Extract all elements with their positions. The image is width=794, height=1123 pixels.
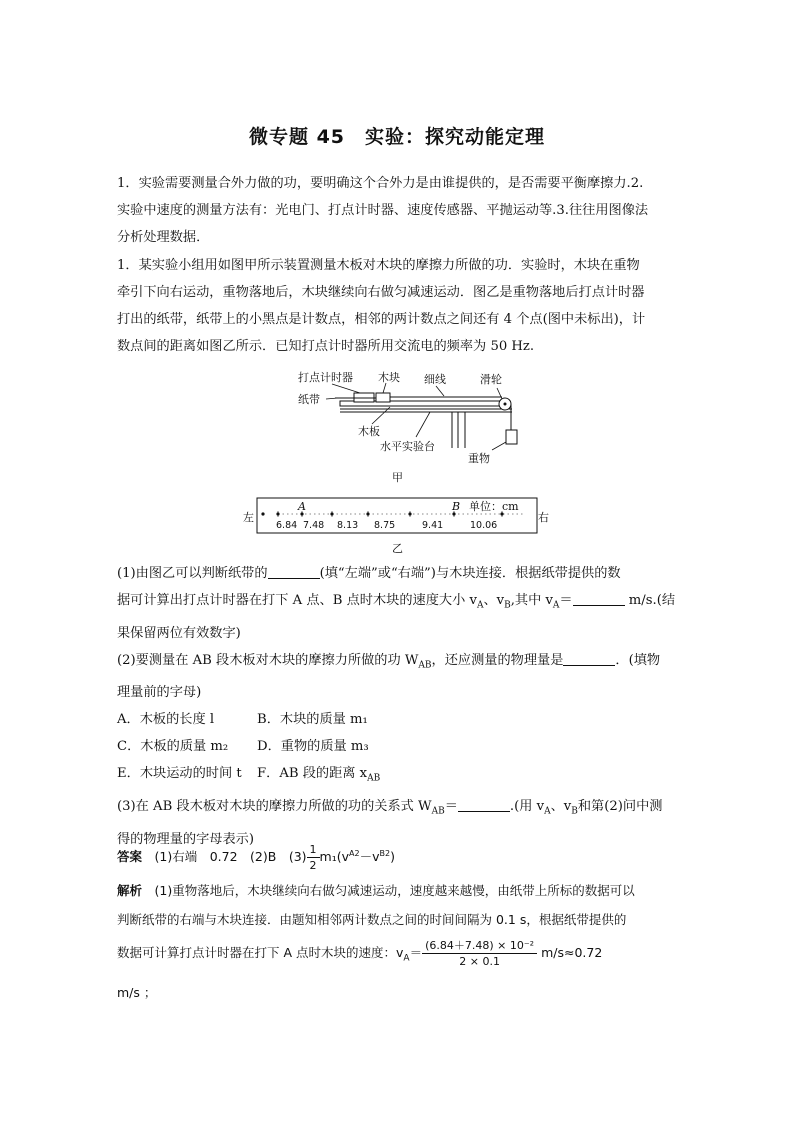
q3-text: 和第(2)问中测	[577, 798, 663, 814]
fraction-denominator: 2 × 0.1	[459, 955, 500, 968]
option-b: B．木块的质量 m₁	[257, 712, 368, 728]
q1-text: ＝	[559, 593, 573, 608]
option-row	[117, 733, 682, 760]
label-right: 右	[538, 511, 549, 524]
q1-text: m/s.(结	[624, 593, 676, 608]
experiment-figure	[240, 368, 560, 558]
weight-shape	[506, 430, 517, 444]
analysis-line	[117, 938, 682, 974]
velocity-fraction	[422, 938, 537, 969]
analysis-line: m/s ；	[117, 984, 157, 1000]
leader-line	[436, 386, 444, 396]
problem-line: 数点间的距离如图乙所示．已知打点计时器所用交流电的频率为 50 Hz.	[117, 339, 535, 354]
superscript: B2	[379, 849, 391, 858]
page-title: 微专题 45 实验：探究动能定理	[248, 126, 546, 148]
distance-label: 8.13	[337, 520, 359, 531]
leader-line	[383, 383, 386, 393]
label-string: 细线	[424, 373, 446, 386]
q1-text: (1)由图乙可以判断纸带的	[117, 566, 268, 581]
q1-text: (填“左端”或“右端”)与木块连接．根据纸带提供的数	[319, 566, 621, 581]
block-shape	[376, 393, 390, 402]
intro-line: 1．实验需要测量合外力做的功，要明确这个合外力是由谁提供的，是否需要平衡摩擦力.2.	[117, 176, 644, 191]
label-table: 水平实验台	[380, 440, 435, 453]
caption-jia: 甲	[392, 471, 403, 484]
q2-text: ．(填物	[615, 652, 661, 668]
point-a-label: A	[298, 500, 306, 513]
label-weight: 重物	[468, 452, 490, 465]
label-tape: 纸带	[298, 393, 320, 406]
q2-text: (2)要测量在 AB 段木板对木块的摩擦力所做的功 W	[117, 652, 419, 668]
point-b-label: B	[452, 500, 461, 513]
label-timer: 打点计时器	[298, 371, 353, 384]
apparatus-diagram	[240, 368, 560, 558]
leader-line	[492, 442, 506, 450]
q3-text: 、v	[550, 798, 572, 814]
distance-label: 7.48	[303, 520, 325, 531]
option-e: E．木块运动的时间 t	[117, 766, 242, 782]
option-d: D．重物的质量 m₃	[257, 739, 369, 755]
analysis-line	[117, 876, 682, 905]
unit-label: 单位：cm	[469, 500, 519, 513]
subscript: B	[504, 600, 511, 611]
answer-text: －v	[359, 849, 380, 865]
problem-stem	[117, 252, 682, 360]
subscript: AB	[367, 773, 381, 784]
question-2-line: 理量前的字母)	[117, 685, 202, 701]
fraction-denominator: 2	[309, 859, 317, 873]
subscript: AB	[431, 806, 445, 817]
superscript: A2	[349, 849, 360, 858]
question-1-line	[117, 560, 682, 587]
questions	[117, 560, 682, 853]
subscript: A	[403, 953, 410, 964]
leader-line	[332, 384, 360, 393]
distance-label: 8.75	[374, 520, 396, 531]
leader-line	[416, 412, 430, 437]
pulley-axle	[504, 403, 507, 406]
tape-end-dot	[261, 512, 264, 515]
subscript: AB	[418, 660, 432, 671]
q1-blank-2	[573, 591, 625, 606]
answer-block	[117, 840, 682, 873]
intro-line: 实验中速度的测量方法有：光电门、打点计时器、速度传感器、平抛运动等.3.往往用图像法	[117, 203, 649, 218]
answer-text: )	[390, 849, 395, 865]
subscript: A	[544, 806, 551, 817]
label-left: 左	[243, 511, 254, 524]
fraction-numerator: 1	[307, 842, 320, 858]
subscript: B	[571, 806, 578, 817]
tape-distances	[276, 520, 497, 531]
q3-text: ＝	[444, 798, 458, 814]
option-row	[117, 706, 682, 733]
leader-line	[326, 398, 338, 399]
q3-blank	[458, 797, 510, 812]
question-1-line	[117, 587, 682, 620]
q1-blank-1	[268, 564, 320, 579]
label-board: 木板	[358, 425, 380, 438]
analysis-block	[117, 876, 682, 1007]
caption-yi: 乙	[392, 542, 403, 555]
q1-text: 据可计算出打点计时器在打下 A 点、B 点时木块的速度大小 v	[117, 593, 477, 608]
analysis-text: 数据可计算打点计时器在打下 A 点时木块的速度：v	[117, 945, 404, 960]
question-1-line: 果保留两位有效数字)	[117, 625, 241, 641]
analysis-text: m/s≈0.72	[537, 945, 603, 960]
q2-text: ，还应测量的物理量是	[431, 652, 564, 668]
fraction-numerator: (6.84＋7.48) × 10⁻²	[422, 938, 537, 954]
intro-line: 分析处理数据．	[117, 230, 210, 245]
option-row	[117, 760, 682, 793]
analysis-label: 解析	[117, 883, 143, 898]
figure-jia	[298, 370, 517, 484]
problem-line: 牵引下向右运动，重物落地后，木块继续向右做匀减速运动．图乙是重物落地后打点计时器	[117, 285, 645, 300]
option-a: A．木板的长度 l	[117, 712, 215, 728]
subscript: A	[476, 600, 484, 611]
answer-label: 答案	[117, 849, 143, 865]
question-2-line	[117, 647, 682, 680]
analysis-text: ＝	[409, 945, 423, 960]
subscript: A	[552, 600, 560, 611]
distance-label: 9.41	[422, 520, 444, 531]
problem-line: 打出的纸带，纸带上的小黑点是计数点，相邻的两计数点之间还有 4 个点(图中未标出)，计	[117, 312, 646, 327]
figure-yi	[243, 498, 549, 555]
label-pulley: 滑轮	[480, 373, 502, 386]
analysis-line: 判断纸带的右端与木块连接．由题知相邻两计数点之间的时间间隔为 0.1 s，根据纸带提供的	[117, 912, 627, 927]
answer-text: (1)右端 0.72 (2)B (3)	[142, 849, 307, 865]
question-3-line: 得的物理量的字母表示)	[117, 831, 255, 847]
distance-label: 6.84	[276, 520, 298, 531]
q2-blank	[563, 651, 615, 666]
answer-fraction	[307, 842, 320, 873]
q3-text: .(用 v	[509, 798, 545, 814]
option-f: F．AB 段的距离 x	[257, 766, 368, 782]
q1-text: 、v	[483, 593, 505, 608]
question-3-line	[117, 793, 682, 826]
answer-text: m₁(v	[319, 849, 350, 865]
distance-label: 10.06	[470, 520, 498, 531]
problem-line: 1．某实验小组用如图甲所示装置测量木板对木块的摩擦力所做的功．实验时，木块在重物	[117, 258, 640, 273]
label-block: 木块	[378, 371, 400, 384]
leader-line	[372, 407, 390, 424]
intro-summary	[117, 170, 682, 251]
option-c: C．木板的质量 m₂	[117, 739, 229, 755]
q3-text: (3)在 AB 段木板对木块的摩擦力所做的功的关系式 W	[117, 798, 432, 814]
analysis-text: (1)重物落地后，木块继续向右做匀减速运动，速度越来越慢，由纸带上所标的数据可以	[142, 883, 635, 898]
q1-text: ,其中 v	[510, 593, 553, 608]
